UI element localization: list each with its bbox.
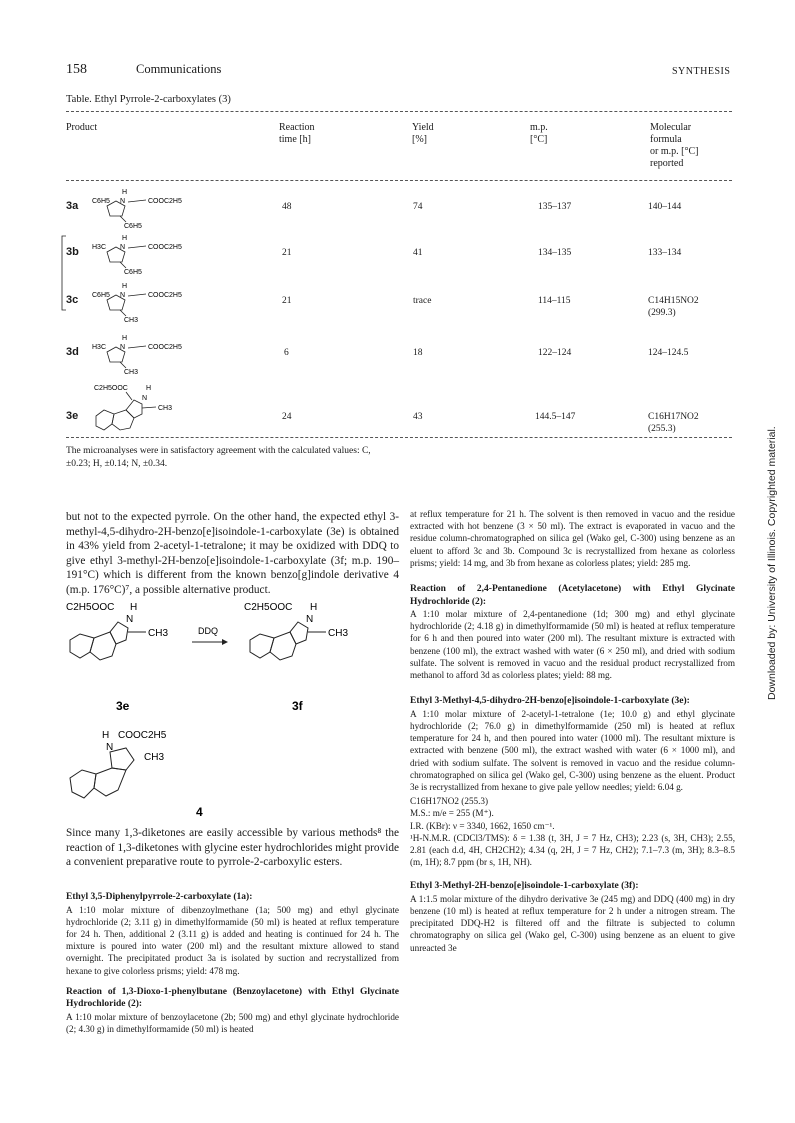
- para-benzoylacetone: A 1:10 molar mixture of benzoylacetone (2b; 500 mg) and ethyl glycinate hydrochloride (2; 4.30 g) in dimethylformamide (50 ml) is heated: [66, 1011, 399, 1034]
- heading-3f: Ethyl 3-Methyl-2H-benzo[e]isoindole-1-carboxylate (3f):: [410, 881, 639, 892]
- col-header-formula: Molecular formula or m.p. [°C] reported: [650, 122, 699, 169]
- row-3c-mp: 114–115: [538, 296, 571, 306]
- svg-text:H: H: [310, 602, 318, 613]
- svg-text:COOC2H5: COOC2H5: [148, 344, 182, 351]
- heading-3e: Ethyl 3-Methyl-4,5-dihydro-2H-benzo[e]isoindole-1-carboxylate (3e):: [410, 696, 690, 707]
- svg-text:COOC2H5: COOC2H5: [148, 292, 182, 299]
- svg-text:C2H5OOC: C2H5OOC: [244, 602, 293, 613]
- svg-text:N: N: [120, 292, 126, 299]
- svg-text:C6H5: C6H5: [92, 292, 110, 299]
- row-label-3c: 3c: [66, 294, 79, 306]
- row-3b-yield: 41: [413, 248, 423, 258]
- svg-text:H: H: [122, 283, 128, 290]
- col-header-product: Product: [66, 122, 98, 133]
- row-label-3d: 3d: [66, 346, 79, 358]
- row-3a-mp: 135–137: [538, 202, 572, 212]
- page-number: 158: [66, 62, 87, 77]
- svg-text:N: N: [306, 614, 314, 625]
- svg-text:C6H5: C6H5: [124, 223, 142, 230]
- svg-text:H: H: [122, 189, 128, 196]
- nmr-3e: ¹H-N.M.R. (CDCl3/TMS): δ = 1.38 (t, 3H, J = 7 Hz, CH3); 2.23 (s, 3H, CH3); 2.55, 2.81 (each d.d, 4H, CH2CH2); 4.34 (q, 2H, J = 7 Hz, CH2); 7.1–7.3 (m, 3H); 8.3–8.5 (m, 1H); 8.7 ppm (br s, 1H, NH).: [410, 832, 735, 868]
- row-3c-time: 21: [282, 296, 292, 306]
- svg-text:N: N: [120, 344, 126, 351]
- svg-text:N: N: [142, 395, 148, 402]
- heading-1a: Ethyl 3,5-Diphenylpyrrole-2-carboxylate (1a):: [66, 892, 253, 902]
- svg-text:C6H5: C6H5: [92, 198, 110, 205]
- svg-text:CH3: CH3: [328, 628, 349, 639]
- svg-text:3f: 3f: [292, 699, 303, 713]
- left-experimental: [66, 882, 399, 1035]
- row-3e-yield: 43: [413, 412, 423, 422]
- svg-text:COOC2H5: COOC2H5: [148, 244, 182, 251]
- structure-3a: [92, 186, 222, 230]
- svg-text:H: H: [146, 385, 152, 392]
- row-label-3a: 3a: [66, 200, 79, 212]
- row-3e-time: 24: [282, 412, 292, 422]
- svg-text:N: N: [120, 244, 126, 251]
- right-column: [410, 508, 735, 954]
- row-3d-time: 6: [284, 348, 289, 358]
- svg-text:CH3: CH3: [148, 628, 169, 639]
- row-3b-mp: 134–135: [538, 248, 572, 258]
- section-title: Communications: [136, 62, 222, 76]
- svg-text:4: 4: [196, 805, 203, 819]
- ir-3e: I.R. (KBr): ν = 3340, 1662, 1650 cm⁻¹.: [410, 820, 555, 831]
- svg-text:N: N: [106, 742, 114, 753]
- col-header-time: Reaction time [h]: [279, 122, 315, 145]
- journal-name: SYNTHESIS: [672, 66, 731, 77]
- table-footnote: The microanalyses were in satisfactory agreement with the calculated values: C, ±0.23; H, ±0.14; N, ±0.34.: [66, 446, 371, 469]
- download-notice: Downloaded by: University of Illinois. Copyrighted material.: [766, 426, 778, 700]
- row-3a-yield: 74: [413, 202, 423, 212]
- right-para-1: at reflux temperature for 21 h. The solvent is then removed in vacuo and the residue extracted with hot benzene (3 × 50 ml). The extract is evaporated in vacuo and the residue column-chromatographed on silica gel (Wako gel, C-300) using benzene as an eluent to afford 3c and 3b. Compound 3c is recrystallized from hexane as colorless prisms; yield: 14 mg, and 3b from hexane as colorless plates; yield: 285 mg.: [410, 509, 735, 568]
- row-label-3e: 3e: [66, 410, 79, 422]
- left-paragraph-1: but not to the expected pyrrole. On the other hand, the expected ethyl 3-methyl-4,5-dihydro-2H-benzo[e]isoindole-1-carboxylate (3e) is obtained in 43% yield from 2-acetyl-1-tetralone; it may be oxidized with DDQ to give ethyl 3-methyl-2H-benzo[e]isoindole-1-carboxylate (3f; m.p. 190–191°C) which is different from the known benzo[g]indole derivative 4 (m.p. 176°C)⁷, a possible alternative product.: [66, 511, 399, 596]
- row-3a-formula: 140–144: [648, 202, 682, 212]
- para-3e: A 1:10 molar mixture of 2-acetyl-1-tetralone (1e; 10.0 g) and ethyl glycinate hydrochloride (2; 76.0 g) in dimethylformamide (250 ml) is heated at reflux temperature for 24 h, and then poured into water (1000 ml). The resultant mixture is extracted with benzene (500 ml), the extract washed with water (6 × 1000 ml), and dried with sodium sulfate. The solvent is removed in vacuo and the residue column-chromatographed on silica gel (Wako gel, C-300) using benzene as the eluent. Product 3e is recrystallized from hexane to give pale yellow needles; yield: 6.04 g.: [410, 708, 735, 792]
- heading-benzoylacetone: Reaction of 1,3-Dioxo-1-phenylbutane (Benzoylacetone) with Ethyl Glycinate Hydrochloride (2):: [66, 986, 399, 1010]
- para-acetylacetone: A 1:10 molar mixture of 2,4-pentanedione (1d; 300 mg) and ethyl glycinate hydrochloride (2; 4.18 g) in dimethylformamide (50 ml) is heated at reflux temperature for 6 h and then poured into water (200 ml). The resultant mixture is extracted with benzene (100 ml), the extract washed with water (6 × 250 ml), and dried with sodium sulfate. The solvent is removed in vacuo and the residual product recrystallized from methanol to afford 3d as colorless plates; yield: 88 mg.: [410, 609, 735, 681]
- table-bottom-rule: [66, 437, 732, 438]
- table-top-rule: [66, 111, 732, 112]
- para-3f: A 1:1.5 molar mixture of the dihydro derivative 3e (245 mg) and DDQ (400 mg) in dry benzene (10 ml) is heated at reflux temperature for 2 h under a nitrogen stream. The precipitated DDQ-H2 is filtered off and the filtrate is subjected to column chromatography on silica gel (Wako gel, C-300) using benzene as an eluent to give unreacted 3e: [410, 893, 735, 953]
- svg-text:H: H: [130, 602, 138, 613]
- structure-3c: [92, 280, 222, 324]
- svg-text:C6H5: C6H5: [124, 269, 142, 276]
- row-3d-formula: 124–124.5: [648, 348, 689, 358]
- row-3b-time: 21: [282, 248, 292, 258]
- para-1a: A 1:10 molar mixture of dibenzoylmethane (1a; 500 mg) and ethyl glycinate hydrochloride (2; 3.11 g) in dimethylformamide (50 ml) is heated at reflux temperature for 24 h. Then, additional 2 (3.11 g) is added and heating is continued for 24 h. The mixture is poured into water (200 ml) and the resultant mixture allowed to stand overnight. The precipitated product 3a is isolated by suction and recrystallized from hexane to give colorless prisms; yield: 478 mg.: [66, 904, 399, 976]
- svg-text:H: H: [122, 235, 128, 242]
- svg-text:CH3: CH3: [124, 369, 139, 376]
- structure-4: [66, 726, 246, 826]
- scheme-3e-to-3f: [66, 598, 396, 718]
- row-3d-mp: 122–124: [538, 348, 572, 358]
- svg-text:N: N: [126, 614, 134, 625]
- structure-3e: [86, 380, 206, 440]
- col-header-yield: Yield [%]: [412, 122, 434, 145]
- svg-text:CH3: CH3: [158, 405, 173, 412]
- left-paragraph-2: Since many 1,3-diketones are easily accessible by various methods⁸ the reaction of 1,3-diketones with glycine ester hydrochlorides might provide a convenient preparative route to pyrrole-2-carboxylic esters.: [66, 827, 399, 868]
- row-3c-formula: C14H15NO2 (299.3): [648, 296, 699, 318]
- row-3e-formula: C16H17NO2 (255.3): [648, 412, 699, 434]
- svg-text:H3C: H3C: [92, 344, 107, 351]
- row-3c-yield: trace: [413, 296, 432, 306]
- row-3e-mp: 144.5–147: [535, 412, 576, 422]
- svg-text:H: H: [102, 730, 110, 741]
- svg-text:COOC2H5: COOC2H5: [118, 730, 167, 741]
- structure-3b: [92, 232, 222, 276]
- svg-text:CH3: CH3: [144, 752, 165, 763]
- row-label-3b: 3b: [66, 246, 79, 258]
- row-3b-formula: 133–134: [648, 248, 682, 258]
- ms-3e: M.S.: m/e = 255 (M⁺).: [410, 808, 494, 819]
- structure-3d: [92, 332, 222, 376]
- table-header-rule: [66, 180, 732, 181]
- svg-text:COOC2H5: COOC2H5: [148, 198, 182, 205]
- heading-acetylacetone: Reaction of 2,4-Pentanedione (Acetylacetone) with Ethyl Glycinate Hydrochloride (2):: [410, 584, 735, 607]
- svg-text:C2H5OOC: C2H5OOC: [66, 602, 115, 613]
- svg-text:N: N: [120, 198, 126, 205]
- col-header-mp: m.p. [°C]: [530, 122, 548, 145]
- row-3a-time: 48: [282, 202, 292, 212]
- svg-text:DDQ: DDQ: [198, 626, 218, 636]
- svg-text:C2H5OOC: C2H5OOC: [94, 385, 128, 392]
- table-title: Table. Ethyl Pyrrole-2-carboxylates (3): [66, 94, 231, 105]
- svg-text:H: H: [122, 335, 128, 342]
- svg-text:3e: 3e: [116, 699, 130, 713]
- svg-text:CH3: CH3: [124, 317, 139, 324]
- row-3d-yield: 18: [413, 348, 423, 358]
- formula-3e: C16H17NO2 (255.3): [410, 796, 489, 807]
- svg-text:H3C: H3C: [92, 244, 107, 251]
